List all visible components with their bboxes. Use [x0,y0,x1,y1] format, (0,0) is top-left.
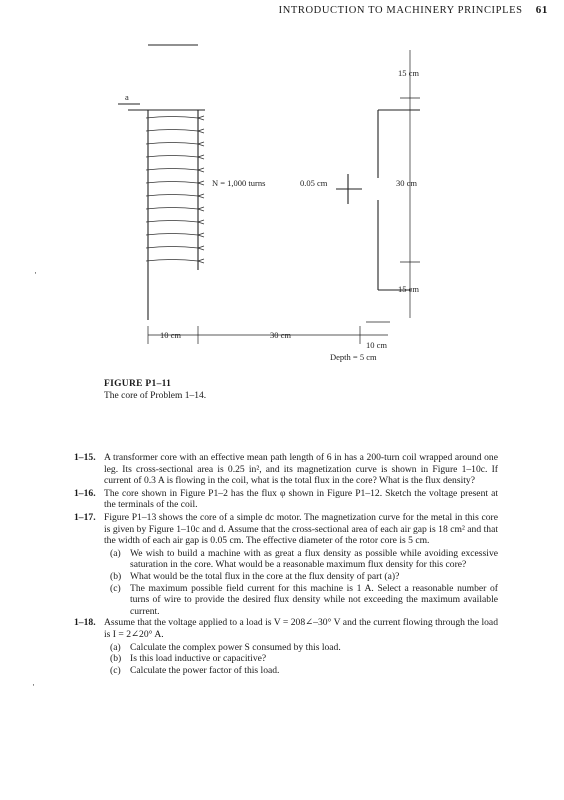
part-label: (a) [110,547,121,559]
part-label: (c) [110,664,121,676]
problem-1-17-part-a [104,548,498,571]
problem-text: The core shown in Figure P1–2 has the flux φ shown in Figure P1–12. Sketch the voltage present at the terminals of the coil. [104,487,498,511]
dim-left-label: 10 cm [160,330,182,340]
part-text: Calculate the power factor of this load. [130,664,280,676]
problem-1-15 [74,452,498,487]
running-title: INTRODUCTION TO MACHINERY PRINCIPLES [278,5,523,16]
problem-1-17 [74,512,498,547]
problem-1-18-part-b [104,653,498,665]
problem-number: 1–15. [74,452,96,463]
part-label: (b) [110,653,122,665]
part-text: The maximum possible field current for this machine is 1 A. Select a reasonable number of turns of wire to provide the desired flux density while not exceeding the maximum available current. [130,582,498,617]
problem-list [74,452,498,676]
part-label: (a) [110,641,121,653]
page-number: 61 [535,4,548,16]
problem-number: 1–17. [74,511,96,523]
depth-label: Depth = 5 cm [330,352,377,362]
part-label: (b) [110,570,122,582]
margin-mark: · [34,268,37,278]
problem-text: Figure P1–13 shows the core of a simple dc motor. The magnetization curve for the metal in this core is given by Figure 1–10c and d. Assume that the cross-sectional area of each air gap is 18 cm² and that the width of each air gap is 0.05 cm. The effective diameter of the rotor core is 5 cm. [104,511,498,547]
dim-bottom-label: 15 cm [398,284,420,294]
margin-mark-2: · [32,680,35,690]
dim-mid-label: 30 cm [396,178,418,188]
turns-label: N = 1,000 turns [212,178,266,188]
coil-windings [146,116,204,263]
core-figure [0,0,564,380]
problem-1-17-part-b [104,571,498,583]
figure-caption [104,378,206,402]
problem-1-16 [74,488,498,511]
problem-1-17-part-c [104,583,498,618]
part-text: Is this load inductive or capacitive? [130,653,267,665]
problem-number: 1–16. [74,487,96,499]
caption-number: FIGURE P1–11 [104,379,172,389]
dim-right-label: 10 cm [366,340,388,350]
part-label: (c) [110,582,121,594]
problem-1-18 [74,617,498,640]
problem-1-18-part-a [104,642,498,654]
dim-top-label: 15 cm [398,68,420,78]
problem-number: 1–18. [74,617,96,629]
gap-label: 0.05 cm [300,178,328,188]
part-text: We wish to build a machine with as great a flux density as possible while avoiding excessive saturation in the core. What would be a reasonable maximum flux density for this core? [130,547,498,571]
dim-center-label: 30 cm [270,330,292,340]
problem-text: A transformer core with an effective mean path length of 6 in has a 200-turn coil wrapped around one leg. Its cross-sectional area is 0.25 in², and its magnetization curve is shown in Figure 1–10c. If current of 0.3 A is flowing in the coil, what is the total flux in the core? What is the flux density? [104,452,498,487]
problem-1-18-part-c [104,665,498,677]
part-text: Calculate the complex power S consumed by this load. [130,641,341,653]
label-a: a [125,92,129,102]
caption-text: The core of Problem 1–14. [104,391,207,401]
part-text: What would be the total flux in the core at the flux density of part (a)? [130,570,400,582]
problem-text: Assume that the voltage applied to a load is V = 208∠–30° V and the current flowing through the load is I = 2∠20° A. [104,617,498,640]
